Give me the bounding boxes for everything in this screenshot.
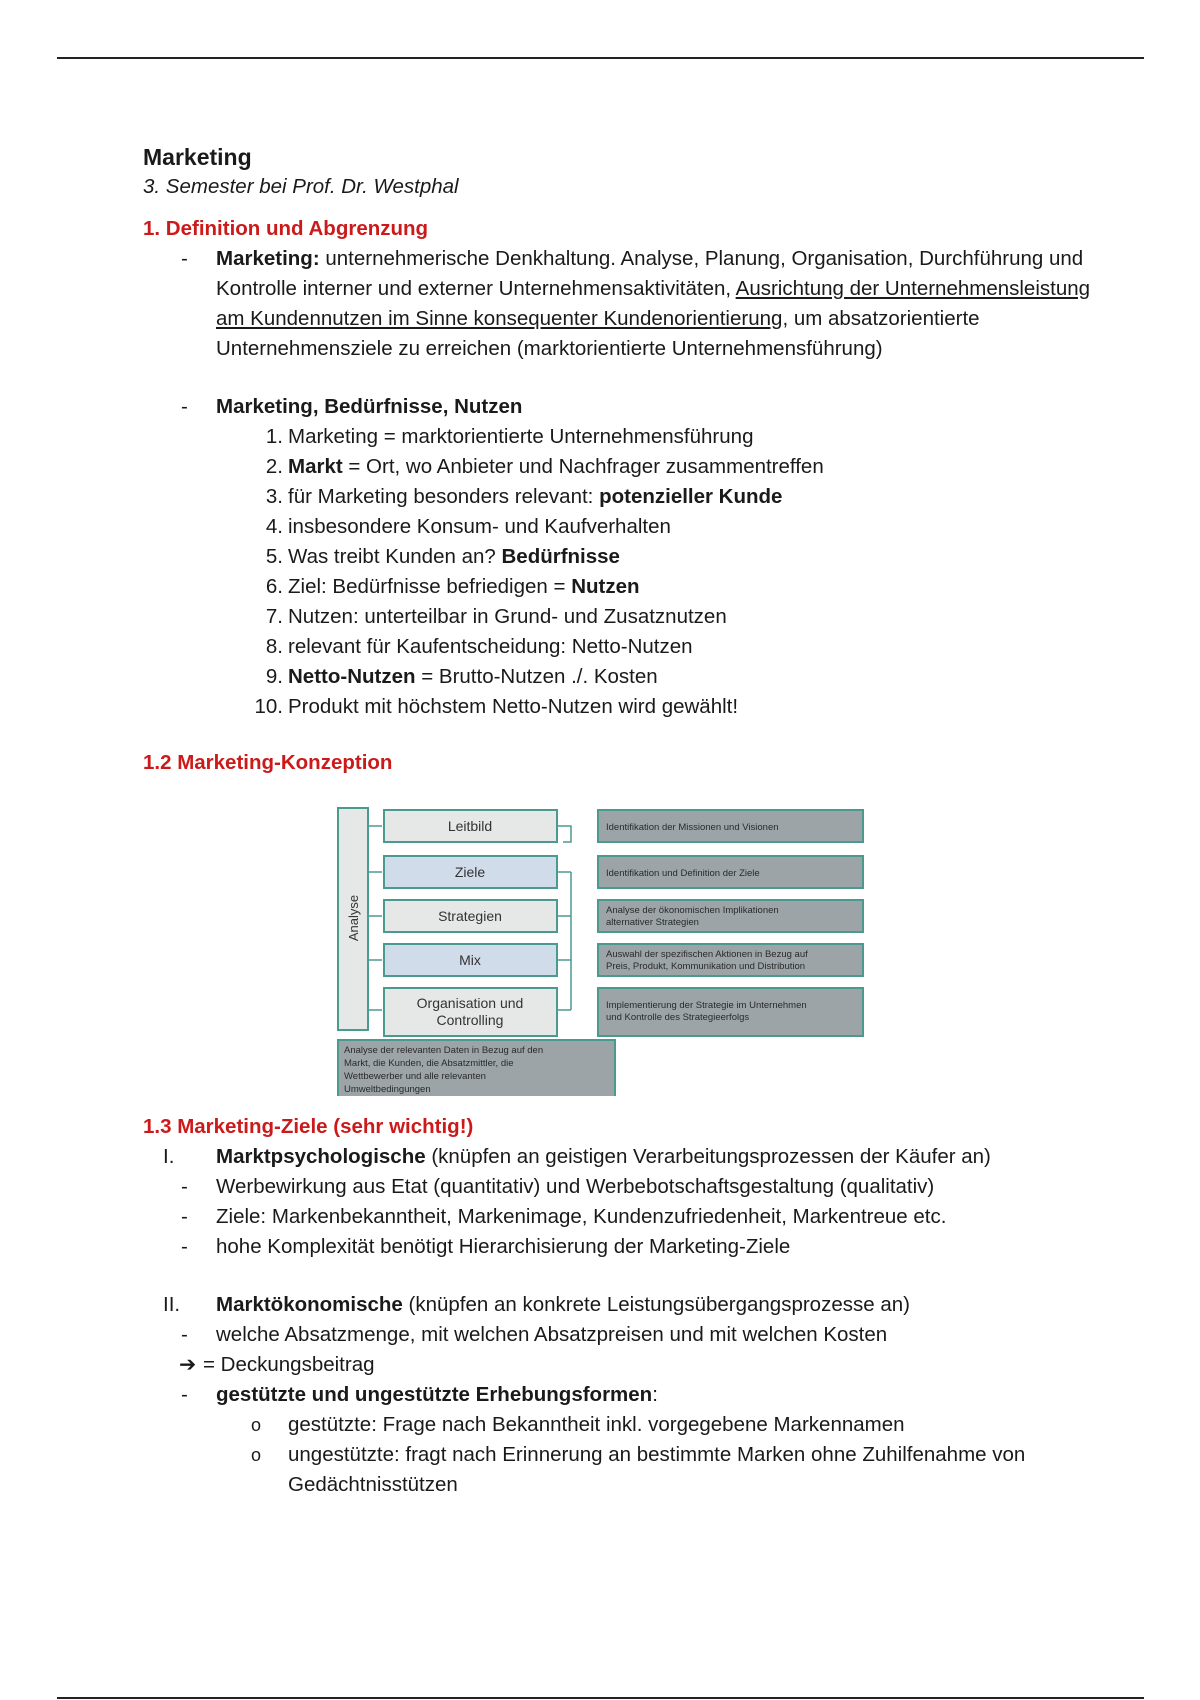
desc-box-3-text-2: alternativer Strategien: [606, 917, 699, 928]
roman-item-2-term: Marktökonomische: [216, 1293, 403, 1316]
analysis-label: Analyse: [346, 894, 361, 942]
circle-bullet: o: [251, 1445, 262, 1465]
section-1-heading: 1. Definition und Abgrenzung: [143, 217, 429, 240]
item-number: 6.: [265, 575, 283, 598]
definition-item: [143, 244, 1103, 364]
section-1-2-heading: 1.2 Marketing-Konzeption: [143, 751, 393, 774]
deckungsbeitrag-item: [143, 1350, 1103, 1380]
roman-item-2: [143, 1290, 1103, 1320]
desc-box-3-text-1: Analyse der ökonomischen Implikationen: [606, 905, 779, 916]
definition-text-end: , um absatzorientierte Unternehmensziele zu erreichen (marktorientierte Unternehmensführung): [216, 307, 980, 360]
item-text-post: insbesondere Konsum- und Kaufverhalten: [288, 515, 671, 538]
diagram-svg: [143, 786, 1103, 1096]
roman-item-1-term: Marktpsychologische: [216, 1145, 426, 1168]
item-number: 4.: [265, 515, 283, 538]
connectors-right: [558, 826, 571, 1010]
arrow-icon: ➔: [179, 1353, 197, 1376]
item-text-bold: potenzieller Kunde: [599, 485, 783, 508]
item-text-bold: Netto-Nutzen: [288, 665, 416, 688]
item-text-post: Marketing = marktorientierte Unternehmensführung: [288, 425, 754, 448]
definition-underlined: Ausrichtung der Unternehmensleistung am Kundennutzen im Sinne konsequenter Kundenorientierung: [216, 277, 1091, 330]
dash-bullet: -: [181, 1205, 188, 1228]
dash-bullet: -: [181, 1175, 188, 1198]
item-text-post: = Brutto-Nutzen ./. Kosten: [415, 665, 658, 688]
analysis-detail-text-3: Wettbewerber und alle relevanten: [344, 1071, 486, 1082]
numbered-item: [143, 572, 1103, 602]
oekonomische-item: [143, 1320, 1103, 1350]
sub-list-item-text: gestützte: Frage nach Bekanntheit inkl. vorgegebene Markennamen: [288, 1413, 905, 1436]
circle-bullet: o: [251, 1415, 262, 1435]
list-item-text: Ziele: Markenbekanntheit, Markenimage, Kundenzufriedenheit, Markentreue etc.: [216, 1205, 947, 1228]
item-number: 2.: [265, 455, 283, 478]
sub-list-item-text: ungestützte: fragt nach Erinnerung an bestimmte Marken ohne Zuhilfenahme von Gedächtnisstützen: [288, 1443, 1026, 1496]
desc-box-4-text-1: Auswahl der spezifischen Aktionen in Bezug auf: [606, 949, 808, 960]
numbered-item: [143, 692, 1103, 722]
roman-item-1-text: (knüpfen an geistigen Verarbeitungsprozessen der Käufer an): [425, 1145, 991, 1168]
item-text-pre: Ziel: Bedürfnisse befriedigen =: [288, 575, 572, 598]
desc-box-5-text-1: Implementierung der Strategie im Unternehmen: [606, 1000, 807, 1011]
dash-bullet: -: [181, 1383, 188, 1406]
connectors-left: [368, 826, 382, 1010]
list-title: Marketing, Bedürfnisse, Nutzen: [216, 395, 523, 418]
list-title-item: [143, 392, 1103, 422]
item-number: 1.: [265, 425, 283, 448]
item-text-post: Produkt mit höchstem Netto-Nutzen wird gewählt!: [288, 695, 739, 718]
erhebungsformen-item: [143, 1380, 1103, 1410]
desc-box-1-text: Identifikation der Missionen und Visionen: [606, 822, 779, 833]
numbered-item: [143, 512, 1103, 542]
list-item-text: Werbewirkung aus Etat (quantitativ) und Werbebotschaftsgestaltung (qualitativ): [216, 1175, 935, 1198]
item-number: 5.: [265, 545, 283, 568]
desc-box-4-text-2: Preis, Produkt, Kommunikation und Distribution: [606, 961, 806, 972]
numbered-item: [143, 602, 1103, 632]
sub-list-item: [143, 1440, 1103, 1500]
numbered-item: [143, 482, 1103, 512]
marketing-concept-diagram: [143, 786, 1103, 1096]
item-text-post: relevant für Kaufentscheidung: Netto-Nutzen: [288, 635, 693, 658]
desc-box-2-text: Identifikation und Definition der Ziele: [606, 868, 760, 879]
document-body: [143, 142, 1103, 1500]
item-number: 3.: [265, 485, 283, 508]
box-organisation-label-2: Controlling: [436, 1012, 504, 1028]
item-text-pre: Was treibt Kunden an?: [288, 545, 502, 568]
definition-term: Marketing:: [216, 247, 320, 270]
definition-text: unternehmerische Denkhaltung. Analyse, Planung, Organisation, Durchführung und Kontrolle interner und externer Unternehmensaktivitäten,: [216, 247, 1084, 300]
section-1-3-heading: 1.3 Marketing-Ziele (sehr wichtig!): [143, 1115, 474, 1138]
numbered-list: [143, 422, 1103, 722]
document-subtitle: 3. Semester bei Prof. Dr. Westphal: [143, 175, 459, 198]
item-text-bold: Markt: [288, 455, 343, 478]
erhebungsformen-colon: :: [652, 1383, 658, 1406]
analysis-detail-text-1: Analyse der relevanten Daten in Bezug auf den: [344, 1045, 544, 1056]
item-text-pre: für Marketing besonders relevant:: [288, 485, 600, 508]
box-strategien-label: Strategien: [438, 908, 502, 924]
roman-numeral-1: I.: [163, 1145, 175, 1168]
box-leitbild-label: Leitbild: [447, 818, 493, 834]
numbered-item: [143, 452, 1103, 482]
numbered-item: [143, 422, 1103, 452]
roman-item-1: [143, 1142, 1103, 1172]
dash-bullet: -: [181, 1235, 188, 1258]
desc-box-5-text-2: und Kontrolle des Strategieerfolgs: [606, 1012, 750, 1023]
list-item: [143, 1172, 1103, 1202]
item-number: 8.: [265, 635, 283, 658]
item-text-post: Nutzen: unterteilbar in Grund- und Zusatznutzen: [288, 605, 727, 628]
list-item: [143, 1202, 1103, 1232]
item-number: 7.: [265, 605, 283, 628]
box-mix-label: Mix: [459, 952, 481, 968]
dash-bullet: -: [181, 1323, 188, 1346]
document-title: Marketing: [143, 144, 252, 170]
box-organisation-label-1: Organisation und: [416, 995, 524, 1011]
erhebungsformen-list: [143, 1410, 1103, 1500]
oekonomische-item-text: welche Absatzmenge, mit welchen Absatzpreisen und mit welchen Kosten: [216, 1323, 888, 1346]
list-item: [143, 1232, 1103, 1262]
numbered-item: [143, 542, 1103, 572]
dash-bullet: -: [181, 247, 188, 270]
item-text-bold: Nutzen: [571, 575, 640, 598]
erhebungsformen-term: gestützte und ungestützte Erhebungsformen: [216, 1383, 653, 1406]
item-number: 9.: [265, 665, 283, 688]
item-text-bold: Bedürfnisse: [501, 545, 620, 568]
box-ziele-label: Ziele: [454, 864, 486, 880]
item-text-post: = Ort, wo Anbieter und Nachfrager zusammentreffen: [342, 455, 824, 478]
numbered-item: [143, 632, 1103, 662]
top-rule: [57, 57, 1144, 59]
roman-numeral-2: II.: [163, 1293, 181, 1316]
analysis-detail-text-2: Markt, die Kunden, die Absatzmittler, die: [344, 1058, 514, 1069]
item-number: 10.: [254, 695, 283, 718]
roman-item-2-text: (knüpfen an konkrete Leistungsübergangsprozesse an): [402, 1293, 910, 1316]
numbered-item: [143, 662, 1103, 692]
deckungsbeitrag-text: = Deckungsbeitrag: [203, 1353, 375, 1376]
bottom-rule: [57, 1697, 1144, 1699]
dash-bullet: -: [181, 395, 188, 418]
psychologische-list: [143, 1172, 1103, 1262]
list-item-text: hohe Komplexität benötigt Hierarchisierung der Marketing-Ziele: [216, 1235, 791, 1258]
sub-list-item: [143, 1410, 1103, 1440]
analysis-detail-text-4: Umweltbedingungen: [344, 1084, 431, 1095]
